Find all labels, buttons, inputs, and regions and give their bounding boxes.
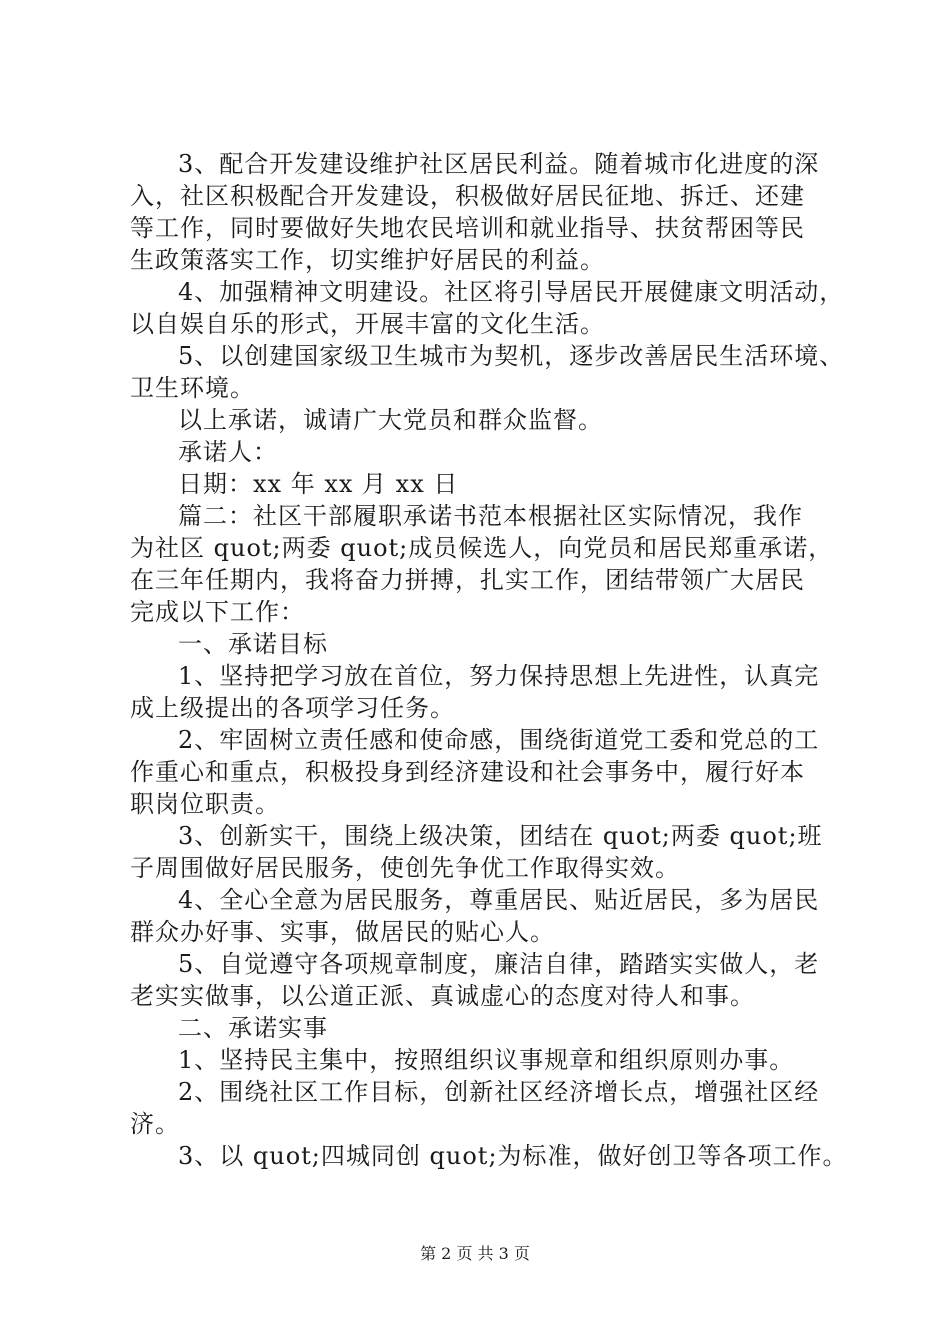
text-line: 作重心和重点，积极投身到经济建设和社会事务中，履行好本 xyxy=(130,758,805,786)
text-line: 群众办好事、实事，做居民的贴心人。 xyxy=(130,918,555,946)
text-line: 完成以下工作： xyxy=(130,598,305,626)
text-line: 生政策落实工作，切实维护好居民的利益。 xyxy=(130,246,605,274)
text-line: 二、承诺实事 xyxy=(178,1014,328,1042)
text-line: 2、围绕社区工作目标，创新社区经济增长点，增强社区经 xyxy=(178,1078,820,1106)
text-line: 职岗位职责。 xyxy=(130,790,280,818)
text-line: 1、坚持民主集中，按照组织议事规章和组织原则办事。 xyxy=(178,1046,795,1074)
text-line: 老实实做事，以公道正派、真诚虚心的态度对待人和事。 xyxy=(130,982,755,1010)
document-body xyxy=(130,148,848,1172)
text-line: 3、以 quot;四城同创 quot;为标准，做好创卫等各项工作。 xyxy=(178,1142,848,1170)
text-line: 为社区 quot;两委 quot;成员候选人，向党员和居民郑重承诺， xyxy=(130,534,834,562)
text-line: 4、加强精神文明建设。社区将引导居民开展健康文明活动， xyxy=(178,278,845,306)
text-line: 4、全心全意为居民服务，尊重居民、贴近居民，多为居民 xyxy=(178,886,820,914)
text-line: 日期：xx 年 xx 月 xx 日 xyxy=(178,470,459,498)
text-line: 济。 xyxy=(130,1110,180,1138)
text-line: 承诺人： xyxy=(178,438,278,466)
page-footer: 第 2 页 共 3 页 xyxy=(420,1244,530,1263)
text-line: 成上级提出的各项学习任务。 xyxy=(130,694,455,722)
text-line: 1、坚持把学习放在首位，努力保持思想上先进性，认真完 xyxy=(178,662,820,690)
text-line: 2、牢固树立责任感和使命感，围绕街道党工委和党总的工 xyxy=(178,726,820,754)
text-line: 子周围做好居民服务，使创先争优工作取得实效。 xyxy=(130,854,680,882)
text-line: 篇二：社区干部履职承诺书范本根据社区实际情况，我作 xyxy=(178,502,803,530)
text-line: 3、配合开发建设维护社区居民利益。随着城市化进度的深 xyxy=(178,150,820,178)
text-line: 在三年任期内，我将奋力拼搏，扎实工作，团结带领广大居民 xyxy=(130,566,805,594)
text-line: 入，社区积极配合开发建设，积极做好居民征地、拆迁、还建 xyxy=(130,182,805,210)
text-line: 5、以创建国家级卫生城市为契机，逐步改善居民生活环境、 xyxy=(178,342,845,370)
text-line: 等工作，同时要做好失地农民培训和就业指导、扶贫帮困等民 xyxy=(130,214,805,242)
text-line: 3、创新实干，围绕上级决策，团结在 quot;两委 quot;班 xyxy=(178,822,823,850)
text-line: 以自娱自乐的形式，开展丰富的文化生活。 xyxy=(130,310,605,338)
text-line: 5、自觉遵守各项规章制度，廉洁自律，踏踏实实做人，老 xyxy=(178,950,820,978)
text-line: 一、承诺目标 xyxy=(178,630,328,658)
text-line: 以上承诺，诚请广大党员和群众监督。 xyxy=(178,406,603,434)
text-line: 卫生环境。 xyxy=(130,374,255,402)
